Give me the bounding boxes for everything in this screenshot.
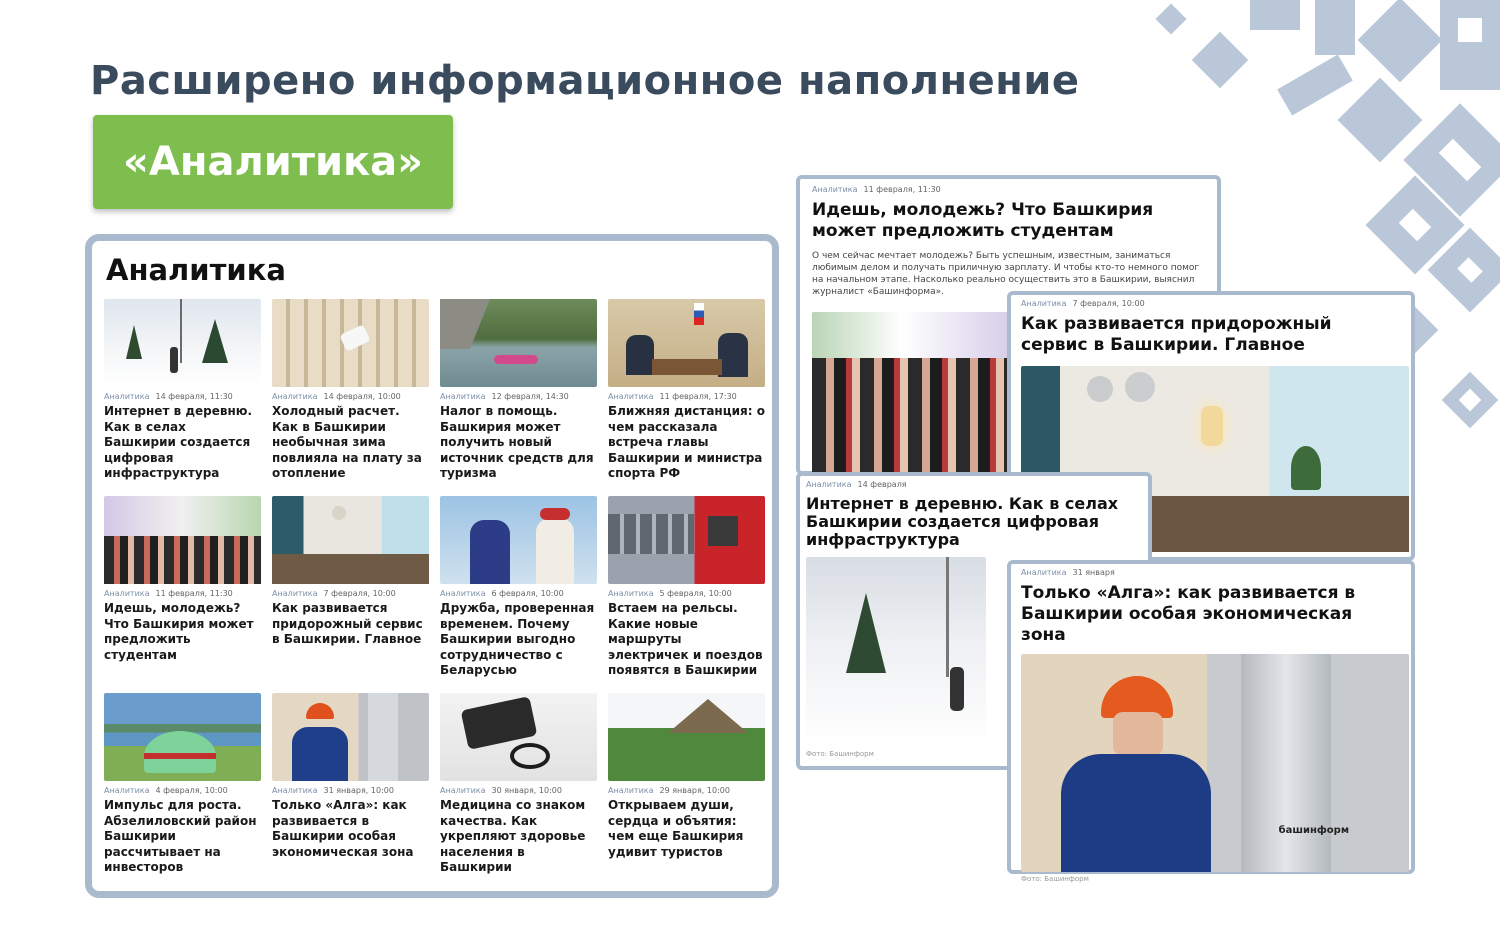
article-thumbnail	[440, 299, 597, 387]
article-date: 7 февраля, 10:00	[323, 589, 396, 598]
article-lead: О чем сейчас мечтает молодежь? Быть успешным, известным, заниматься любимым делом и получать приличную зарплату. И чтобы кто-то немного помог на начальном этапе. Насколько реально осуществить это в Башкирии, выяснил журналист «Башинформа».	[812, 251, 1200, 297]
article-photo	[812, 312, 1012, 472]
article-category: Аналитика	[272, 786, 318, 795]
article-category: Аналитика	[1021, 299, 1067, 308]
article-title[interactable]: Налог в помощь. Башкирия может получить новый источник средств для туризма	[440, 404, 594, 480]
article-date: 14 февраля	[857, 480, 907, 489]
analytics-grid-screenshot	[85, 234, 779, 898]
article-thumbnail	[440, 496, 597, 584]
article-title[interactable]: Холодный расчет. Как в Башкирии необычная зима повлияла на плату за отопление	[272, 404, 422, 480]
article-category: Аналитика	[806, 480, 852, 489]
article-card[interactable]	[104, 496, 261, 685]
article-card[interactable]	[104, 693, 261, 882]
article-thumbnail	[608, 693, 765, 781]
watermark: башинформ	[1278, 825, 1349, 836]
grid-heading: Аналитика	[106, 253, 286, 287]
article-photo	[1021, 654, 1409, 872]
article-date: 12 февраля, 14:30	[491, 392, 569, 401]
article-card[interactable]	[440, 693, 597, 882]
article-date: 11 февраля, 11:30	[863, 185, 941, 194]
article-title: Интернет в деревню. Как в селах Башкирии создается цифровая инфраструктура	[806, 494, 1119, 549]
article-date: 29 января, 10:00	[659, 786, 730, 795]
article-thumbnail	[440, 693, 597, 781]
article-category: Аналитика	[104, 786, 150, 795]
article-date: 30 января, 10:00	[491, 786, 562, 795]
article-thumbnail	[272, 693, 429, 781]
article-card[interactable]	[440, 299, 597, 488]
article-title[interactable]: Открываем души, сердца и объятия: чем еще Башкирия удивит туристов	[608, 798, 744, 859]
article-date: 31 января	[1072, 568, 1115, 577]
article-card[interactable]	[272, 693, 429, 882]
article-title[interactable]: Интернет в деревню. Как в селах Башкирии создается цифровая инфраструктура	[104, 404, 253, 480]
article-date: 7 февраля, 10:00	[1072, 299, 1145, 308]
article-photo	[806, 557, 986, 747]
article-date: 31 января, 10:00	[323, 786, 394, 795]
article-card[interactable]	[608, 299, 765, 488]
section-badge: «Аналитика»	[93, 115, 453, 209]
article-title: Только «Алга»: как развивается в Башкирии особая экономическая зона	[1021, 583, 1356, 645]
article-date: 11 февраля, 17:30	[659, 392, 737, 401]
article-title: Как развивается придорожный сервис в Башкирии. Главное	[1021, 314, 1332, 355]
article-thumbnail	[104, 299, 261, 387]
article-title[interactable]: Дружба, проверенная временем. Почему Башкирии выгодно сотрудничество с Беларусью	[440, 601, 595, 677]
article-category: Аналитика	[440, 786, 486, 795]
article-title[interactable]: Ближняя дистанция: о чем рассказала встреча главы Башкирии и министра спорта РФ	[608, 404, 765, 480]
article-category: Аналитика	[440, 392, 486, 401]
article-thumbnail	[104, 496, 261, 584]
article-title[interactable]: Встаем на рельсы. Какие новые маршруты электричек и поездов появятся в Башкирии	[608, 601, 763, 677]
article-title[interactable]: Импульс для роста. Абзелиловский район Башкирии рассчитывает на инвесторов	[104, 798, 257, 874]
article-category: Аналитика	[440, 589, 486, 598]
article-title: Идешь, молодежь? Что Башкирия может предложить студентам	[812, 200, 1154, 241]
article-category: Аналитика	[608, 786, 654, 795]
article-card[interactable]	[272, 299, 429, 488]
article-category: Аналитика	[272, 392, 318, 401]
article-title[interactable]: Как развивается придорожный сервис в Башкирии. Главное	[272, 601, 423, 646]
article-category: Аналитика	[812, 185, 858, 194]
article-card[interactable]	[272, 496, 429, 685]
article-date: 14 февраля, 10:00	[323, 392, 401, 401]
article-date: 11 февраля, 11:30	[155, 589, 233, 598]
article-clip-alga[interactable]	[1007, 560, 1415, 883]
article-title[interactable]: Только «Алга»: как развивается в Башкирии особая экономическая зона	[272, 798, 414, 859]
article-category: Аналитика	[104, 392, 150, 401]
article-category: Аналитика	[1021, 568, 1067, 577]
article-date: 6 февраля, 10:00	[491, 589, 564, 598]
article-title[interactable]: Идешь, молодежь? Что Башкирия может предложить студентам	[104, 601, 254, 662]
article-card[interactable]	[440, 496, 597, 685]
article-thumbnail	[104, 693, 261, 781]
article-category: Аналитика	[104, 589, 150, 598]
article-card[interactable]	[608, 496, 765, 685]
slide-title: Расширено информационное наполнение	[90, 58, 1080, 104]
article-title[interactable]: Медицина со знаком качества. Как укрепляют здоровье населения в Башкирии	[440, 798, 586, 874]
article-thumbnail	[272, 299, 429, 387]
article-date: 5 февраля, 10:00	[659, 589, 732, 598]
article-date: 14 февраля, 11:30	[155, 392, 233, 401]
article-thumbnail	[608, 496, 765, 584]
photo-credit: Фото: Башинформ	[1021, 875, 1089, 883]
article-category: Аналитика	[272, 589, 318, 598]
article-date: 4 февраля, 10:00	[155, 786, 228, 795]
article-category: Аналитика	[608, 392, 654, 401]
article-category: Аналитика	[608, 589, 654, 598]
article-card[interactable]	[104, 299, 261, 488]
article-thumbnail	[272, 496, 429, 584]
article-card[interactable]	[608, 693, 765, 882]
photo-credit: Фото: Башинформ	[806, 750, 874, 758]
article-thumbnail	[608, 299, 765, 387]
